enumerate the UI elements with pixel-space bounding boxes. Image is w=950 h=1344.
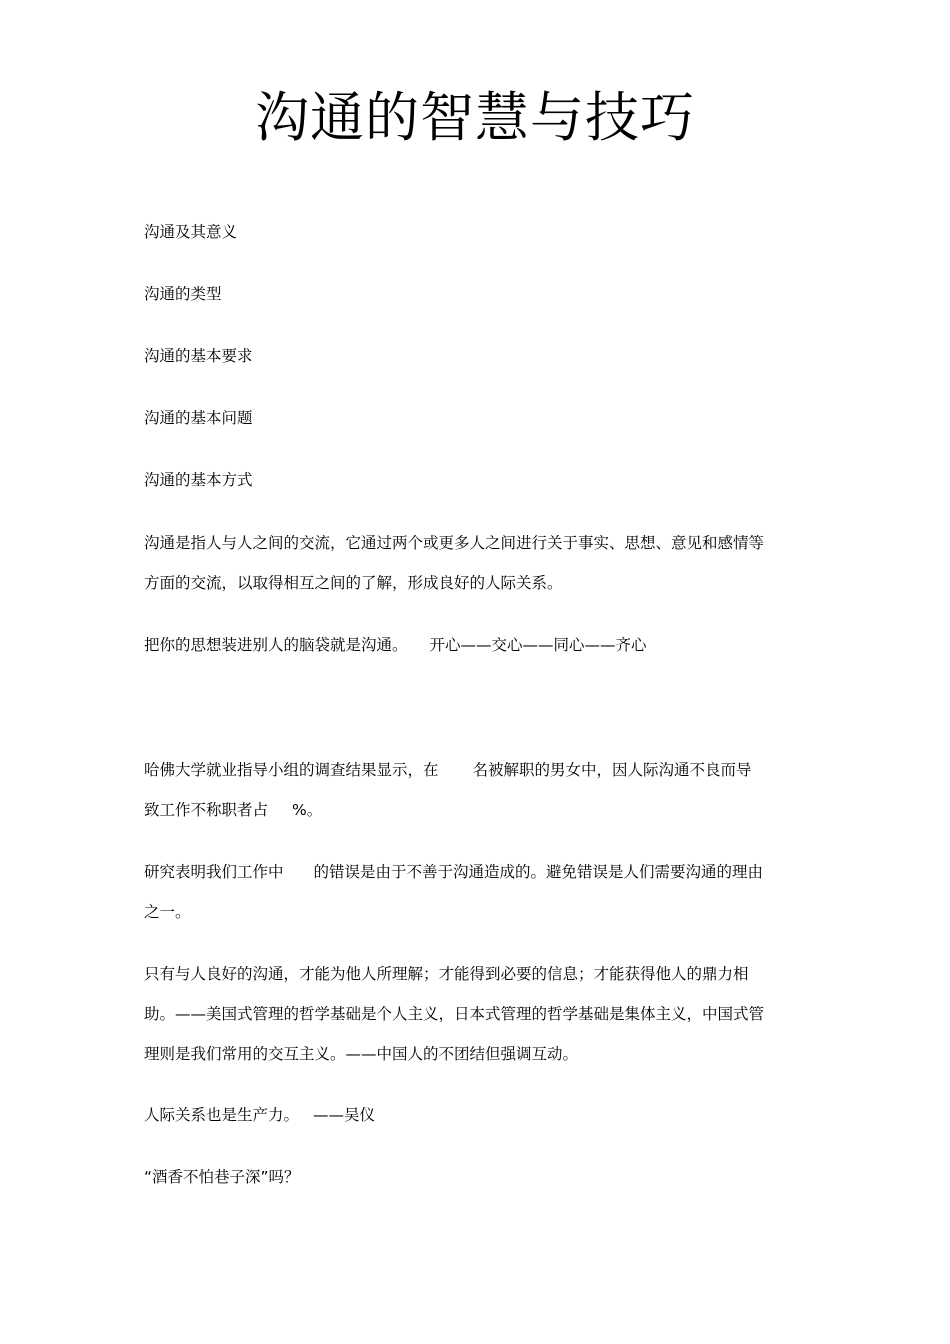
harvard-line-2: [144, 800, 814, 820]
document-title: 沟通的智慧与技巧: [255, 86, 695, 149]
heart-chain: 开心——交心——同心——齐心: [429, 636, 647, 654]
research-text-2: 的错误是由于不善于沟通造成的。避免错误是人们需要沟通的理由: [313, 863, 764, 881]
quote-author: ——吴仪: [313, 1106, 376, 1124]
toc-item-problems: 沟通的基本问题: [144, 409, 253, 427]
research-line-2: 之一。: [144, 903, 191, 921]
think-text: 把你的思想装进别人的脑袋就是沟通。: [144, 636, 408, 654]
good-communication-line-2: 助。——美国式管理的哲学基础是个人主义，日本式管理的哲学基础是集体主义，中国式管: [144, 1005, 765, 1023]
harvard-text-3: 致工作不称职者占: [144, 801, 269, 819]
toc-item-types: 沟通的类型: [144, 285, 222, 303]
definition-line-2: 方面的交流，以取得相互之间的了解，形成良好的人际关系。: [144, 574, 563, 592]
harvard-percent: %。: [292, 801, 323, 819]
toc-item-methods: 沟通的基本方式: [144, 471, 253, 489]
harvard-text-2: 名被解职的男女中，因人际沟通不良而导: [472, 761, 752, 779]
toc-item-requirements: 沟通的基本要求: [144, 347, 253, 365]
good-communication-line-3: 理则是我们常用的交互主义。——中国人的不团结但强调互动。: [144, 1045, 579, 1063]
quote-paragraph: [144, 1105, 814, 1125]
wine-question: “酒香不怕巷子深”吗？: [144, 1168, 300, 1186]
good-communication-line-1: 只有与人良好的沟通，才能为他人所理解；才能得到必要的信息；才能获得他人的鼎力相: [144, 965, 749, 983]
harvard-line-1: [144, 760, 814, 780]
toc-item-meaning: 沟通及其意义: [144, 223, 238, 241]
definition-line-1: 沟通是指人与人之间的交流，它通过两个或更多人之间进行关于事实、思想、意见和感情等: [144, 534, 765, 552]
research-line-1: [144, 862, 814, 882]
research-text-1: 研究表明我们工作中: [144, 863, 284, 881]
quote-text: 人际关系也是生产力。: [144, 1106, 300, 1124]
think-paragraph: [144, 635, 814, 655]
harvard-text-1: 哈佛大学就业指导小组的调查结果显示，在: [144, 761, 439, 779]
